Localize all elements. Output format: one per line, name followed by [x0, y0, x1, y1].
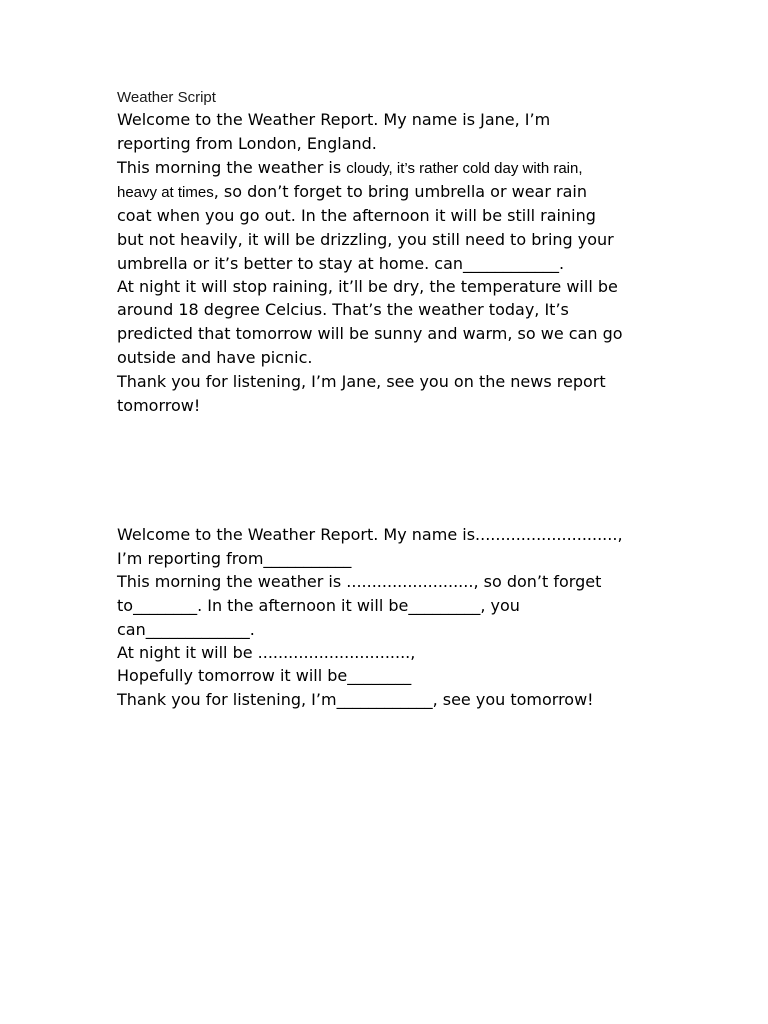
- script-line: but not heavily, it will be drizzling, you still need to bring your: [117, 230, 614, 249]
- script-line: reporting from London, England.: [117, 134, 377, 153]
- script-line: umbrella or it’s better to stay at home. can____________.: [117, 254, 565, 273]
- script-line-part: cloudy, it’s rather cold day with rain,: [346, 160, 583, 177]
- script-line-part: , so don’t forget to bring umbrella or wear rain: [213, 182, 587, 201]
- script-line: tomorrow!: [117, 396, 201, 415]
- script-line: predicted that tomorrow will be sunny and warm, so we can go: [117, 324, 623, 343]
- script-line: Welcome to the Weather Report. My name is Jane, I’m: [117, 110, 551, 129]
- script-line-part: This morning the weather is: [117, 158, 347, 177]
- template-line: Thank you for listening, I’m____________, see you tomorrow!: [117, 690, 594, 709]
- script-line: around 18 degree Celcius. That’s the weather today, It’s: [117, 300, 569, 319]
- template-line: can_____________.: [117, 620, 255, 639]
- template-line: At night it will be ..............................,: [117, 643, 416, 662]
- template-line: to________. In the afternoon it will be_________, you: [117, 596, 520, 615]
- template-line: Welcome to the Weather Report. My name is............................,: [117, 525, 623, 544]
- document-title: Weather Script: [117, 89, 216, 106]
- template-line: Hopefully tomorrow it will be________: [117, 666, 412, 685]
- script-line-part: heavy at times: [117, 184, 214, 201]
- script-line: [117, 181, 587, 204]
- template-line: This morning the weather is ........................., so don’t forget: [117, 572, 602, 591]
- script-line: coat when you go out. In the afternoon it will be still raining: [117, 206, 596, 225]
- template-line: I’m reporting from___________: [117, 549, 352, 568]
- script-line: [117, 157, 583, 180]
- script-line: Thank you for listening, I’m Jane, see you on the news report: [117, 372, 606, 391]
- script-line: At night it will stop raining, it’ll be dry, the temperature will be: [117, 277, 618, 296]
- script-line: outside and have picnic.: [117, 348, 313, 367]
